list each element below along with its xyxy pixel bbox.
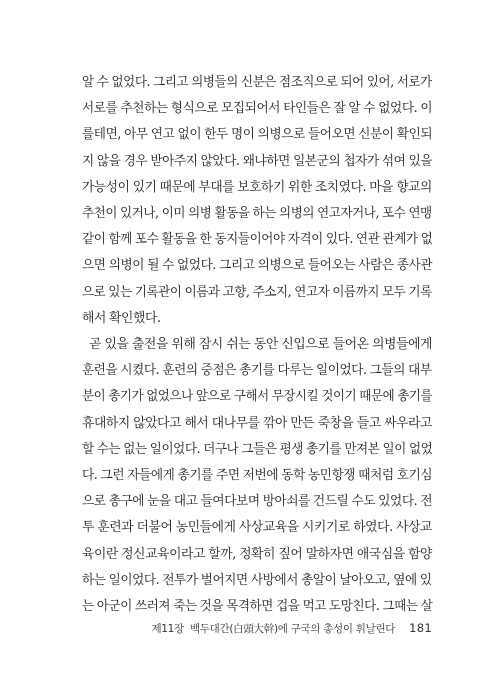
- text-line: 가능성이 있기 때문에 부대를 보호하기 위한 조치였다. 마을 향교의: [82, 179, 432, 195]
- text-line: 곧 있을 출전을 위해 잠시 쉬는 동안 신입으로 들어온 의병들에게: [82, 337, 432, 353]
- text-line: 으로 총구에 눈을 대고 들여다보며 방아쇠를 건드릴 수도 있었다. 전: [82, 494, 433, 510]
- text-line: 투 훈련과 더불어 농민들에게 사상교육을 시키기로 하였다. 사상교: [82, 520, 432, 536]
- text-line: 하는 일이었다. 전투가 벌어지면 사방에서 총알이 날아오고, 옆에 있: [82, 572, 432, 588]
- body-text: [82, 70, 432, 620]
- paragraph-2: [82, 332, 432, 620]
- text-line: 지 않을 경우 받아주지 않았다. 왜냐하면 일본군의 첩자가 섞여 있을: [82, 153, 433, 169]
- text-line: 다. 그런 자들에게 총기를 주면 저번에 동학 농민항쟁 때처럼 호기심: [82, 468, 433, 484]
- paragraph-1: [82, 70, 432, 332]
- text-line: 으면 의병이 될 수 없었다. 그리고 의병으로 들어오는 사람은 종사관: [82, 258, 433, 274]
- text-line: 추천이 있거나, 이미 의병 활동을 하는 의병의 연고자거나, 포수 연맹: [82, 206, 432, 222]
- text-line: 해서 확인했다.: [82, 310, 161, 326]
- page-number: 181: [409, 621, 432, 635]
- text-line: 는 아군이 쓰러져 죽는 것을 목격하면 겁을 먹고 도망친다. 그때는 살: [82, 599, 433, 615]
- text-line: 으로 있는 기록관이 이름과 고향, 주소지, 연고자 이름까지 모두 기록: [82, 284, 432, 300]
- text-line: 같이 함께 포수 활동을 한 동지들이어야 자격이 있다. 연관 관계가 없: [82, 232, 433, 248]
- text-line: 알 수 없었다. 그리고 의병들의 신분은 점조직으로 되어 있어, 서로가: [82, 75, 432, 90]
- text-line: 훈련을 시켰다. 훈련의 중점은 총기를 다루는 일이었다. 그들의 대부: [82, 363, 432, 379]
- text-line: 를테면, 아무 연고 없이 한두 명이 의병으로 들어오면 신분이 확인되: [82, 127, 433, 143]
- text-line: 휴대하지 않았다고 해서 대나무를 깎아 만든 죽창을 들고 싸우라고: [82, 415, 432, 431]
- page-footer: [82, 621, 432, 639]
- text-line: 할 수는 없는 일이었다. 더구나 그들은 평생 총기를 만져본 일이 없었: [82, 441, 433, 457]
- text-line: 서로를 추천하는 형식으로 모집되어서 타인들은 잘 알 수 없었다. 이: [82, 101, 433, 117]
- text-line: 분이 총기가 없었으나 앞으로 구해서 무장시킬 것이기 때문에 총기를: [82, 389, 433, 405]
- text-line: 육이란 정신교육이라고 할까, 정확히 짚어 말하자면 애국심을 함양: [82, 546, 432, 562]
- running-title: 제11장 백두대간(白頭大幹)에 구국의 총성이 휘날린다: [151, 623, 396, 635]
